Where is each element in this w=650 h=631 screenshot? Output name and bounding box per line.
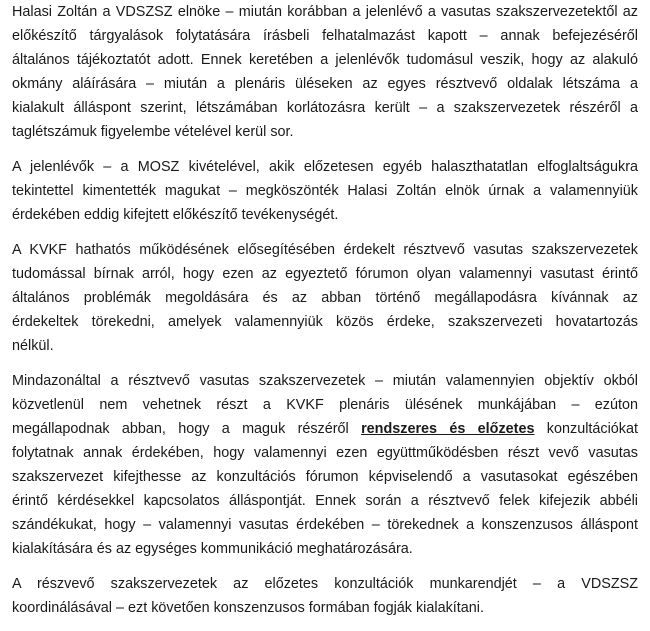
text-line: általános problémák megoldására és az abban történő megállapodásra kívánnak az (12, 290, 638, 306)
text-line: előkészítő tárgyalások folytatására írásbeli felhatalmazást kapott – annak befejezéséről (12, 28, 638, 44)
text-segment: megállapodnak abban, hogy a maguk részéről (12, 421, 362, 437)
emphasis-text: rendszeres és előzetes (361, 421, 535, 437)
paragraph-2 (12, 155, 638, 227)
text-line: nélkül. (12, 338, 54, 354)
text-line: szakszervezet kifejthesse az konzultációs fórumon képviselendő a vasutasokat egészében (12, 469, 638, 485)
text-line: általános tájékoztatót adott. Ennek keretében a jelenlévők tudomásul veszik, hogy az alakuló (12, 52, 638, 68)
paragraph-1 (12, 0, 638, 144)
text-line: kialakult álláspont szerint, létszámában korlátozásra került – a szakszervezetek részéről a (12, 100, 638, 116)
text-line: tekintettel kimentették magukat – megköszönték Halasi Zoltán elnök úrnak a valamennyiük (12, 183, 638, 199)
text-line: A részvevő szakszervezetek az előzetes konzultációk munkarendjét – a VDSZSZ (12, 576, 638, 592)
paragraph-5 (12, 572, 638, 620)
text-line: Halasi Zoltán a VDSZSZ elnöke – miután korábban a jelenlévő a vasutas szakszervezetektől az (12, 4, 638, 20)
text-line: Mindazonáltal a résztvevő vasutas szakszervezetek – miután valamennyien objektív okból (12, 373, 638, 389)
text-line: érintő kérdésekkel kapcsolatos álláspontját. Ennek során a résztvevő felek kifejezik abbéli (12, 493, 638, 509)
text-line: A jelenlévők – a MOSZ kivételével, akik előzetesen egyéb halaszthatatlan elfoglaltságukra (12, 159, 638, 175)
text-line: okmány aláírására – miután a plenáris üléseken az egyes résztvevő oldalak létszáma a (12, 76, 638, 92)
text-segment: konzultációkat (534, 421, 638, 437)
text-line: közvetlenül nem vehetnek részt a KVKF plenáris ülésének munkájában – ezúton (12, 397, 638, 413)
paragraph-3 (12, 238, 638, 358)
paragraph-4 (12, 369, 638, 561)
text-line: folytatnak annak érdekében, hogy valamennyi ezen együttműködésben részt vevő vasutas (12, 445, 638, 461)
text-line: kialakítására és az egységes kommunikáció meghatározására. (12, 541, 413, 557)
text-line: A KVKF hathatós működésének elősegítésében érdekelt résztvevő vasutas szakszervezetek (12, 242, 638, 258)
document-page (12, 0, 638, 631)
text-line: tudomással bírnak arról, hogy ezen az egyeztető fórumon olyan valamennyi vasutast érintő (12, 266, 638, 282)
text-line: érdekében eddig kifejtett előkészítő tevékenységét. (12, 207, 339, 223)
text-line-with-emphasis (12, 417, 638, 441)
text-line: koordinálásával – ezt követően konszenzusos formában fogják kialakítani. (12, 600, 484, 616)
text-line: érdekeltek törekedni, amelyek valamennyiük közös érdeke, szakszervezeti hovatartozás (12, 314, 638, 330)
text-line: szándékukat, hogy – valamennyi vasutas érdekében – törekednek a konszenzusos álláspont (12, 517, 638, 533)
text-line: taglétszámuk figyelembe vételével kerül sor. (12, 124, 294, 140)
